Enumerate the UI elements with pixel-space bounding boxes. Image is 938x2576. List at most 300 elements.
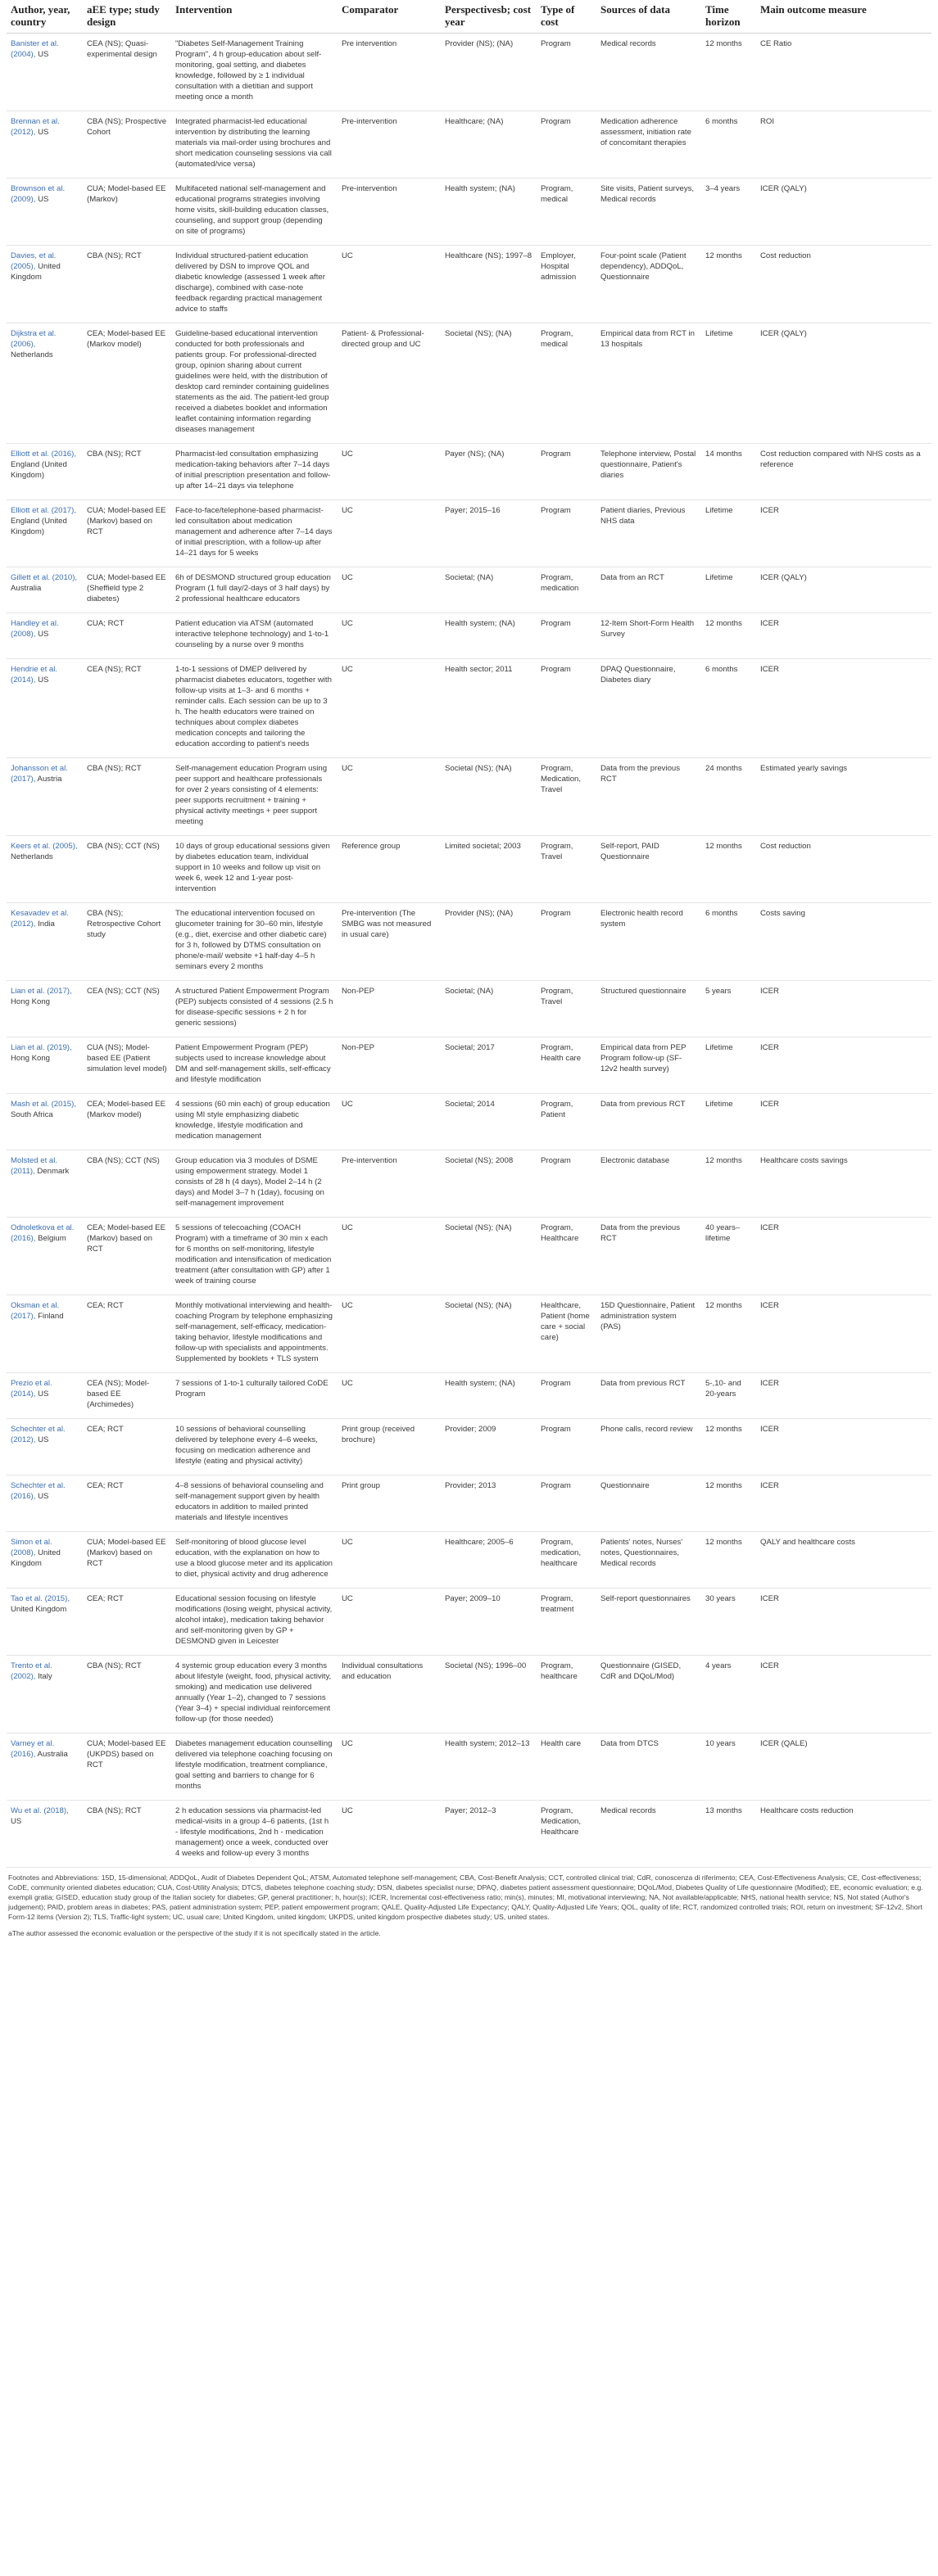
cell-ee-type: CEA (NS); RCT	[83, 659, 171, 758]
study-author-link[interactable]: Wu et al. (2018),	[11, 1806, 69, 1815]
cell-ee-type: CBA (NS); RCT	[83, 1656, 171, 1733]
cell-perspective: Health sector; 2011	[441, 659, 537, 758]
cell-intervention: Face-to-face/telephone-based pharmacist-led consultation about medication management and adherence after 7–14 days of initial prescription, with a follow-up after 14–21 days for 5 weeks	[171, 500, 338, 567]
cell-outcome: Cost reduction compared with NHS costs as a reference	[756, 444, 931, 500]
cell-horizon: 5-,10- and 20-years	[701, 1373, 756, 1419]
cell-perspective: Provider; 2013	[441, 1476, 537, 1532]
cell-horizon: 24 months	[701, 758, 756, 836]
header-ee-type: aEE type; study design	[83, 0, 171, 34]
study-author-link[interactable]: Johansson et al. (2017),	[11, 764, 68, 784]
cell-horizon: 12 months	[701, 1419, 756, 1476]
cell-type-cost: Program, Patient	[537, 1094, 596, 1150]
cell-outcome: ICER	[756, 1589, 931, 1656]
cell-intervention: 5 sessions of telecoaching (COACH Program) with a timeframe of 30 min x each for 6 months on self-monitoring, lifestyle modification and intensification of medication treatment (after consultation with GP) after 1 week of training course	[171, 1218, 338, 1295]
cell-type-cost: Program	[537, 111, 596, 179]
cell-ee-type: CEA (NS); Quasi-experimental design	[83, 34, 171, 111]
cell-type-cost: Program, treatment	[537, 1589, 596, 1656]
cell-sources: Data from an RCT	[596, 567, 701, 613]
cell-perspective: Societal; (NA)	[441, 567, 537, 613]
cell-perspective: Provider; 2009	[441, 1419, 537, 1476]
study-country: United Kingdom	[11, 1548, 61, 1568]
cell-type-cost: Program, Travel	[537, 981, 596, 1037]
cell-ee-type: CEA; Model-based EE (Markov model)	[83, 323, 171, 444]
cell-sources: Data from previous RCT	[596, 1373, 701, 1419]
cell-perspective: Provider (NS); (NA)	[441, 34, 537, 111]
cell-type-cost: Program, Health care	[537, 1037, 596, 1094]
study-author-cell[interactable]	[7, 1295, 83, 1373]
table-row	[7, 1373, 931, 1419]
cell-intervention: "Diabetes Self-Management Training Program", 4 h group-education about self-monitoring, goal setting, and diabetes knowledge, followed by ≥ 1 individual consultation with a dietitian and support meeting once a month	[171, 34, 338, 111]
cell-comparator: Print group (received brochure)	[338, 1419, 441, 1476]
cell-ee-type: CBA (NS); RCT	[83, 444, 171, 500]
header-intervention: Intervention	[171, 0, 338, 34]
table-row	[7, 34, 931, 111]
study-country: Hong Kong	[11, 997, 51, 1006]
study-author-link[interactable]: Elliott et al. (2017),	[11, 506, 76, 515]
cell-horizon: 30 years	[701, 1589, 756, 1656]
cell-intervention: Patient Empowerment Program (PEP) subjects used to increase knowledge about DM and self-management skills, self-efficacy and lifestyle modification	[171, 1037, 338, 1094]
header-outcome: Main outcome measure	[756, 0, 931, 34]
cell-sources: Medication adherence assessment, initiation rate of concomitant therapies	[596, 111, 701, 179]
cell-ee-type: CBA (NS); CCT (NS)	[83, 1150, 171, 1218]
cell-perspective: Societal (NS); 2008	[441, 1150, 537, 1218]
cell-outcome: ICER (QALY)	[756, 567, 931, 613]
cell-perspective: Payer; 2012–3	[441, 1801, 537, 1868]
table-row	[7, 1150, 931, 1218]
study-author-link[interactable]: Schechter et al. (2016),	[11, 1481, 66, 1501]
cell-intervention: 4 systemic group education every 3 months about lifestyle (weight, food, physical activity, smoking) and medication use delivered annually (Year 1–2), changed to 7 sessions (Year 3–4) + special individual reinforcement follow-up (for those needed)	[171, 1656, 338, 1733]
cell-outcome: Healthcare costs reduction	[756, 1801, 931, 1868]
cell-perspective: Payer; 2015–16	[441, 500, 537, 567]
study-author-cell[interactable]	[7, 1218, 83, 1295]
cell-comparator: Pre-intervention	[338, 179, 441, 246]
page	[7, 0, 931, 1951]
cell-horizon: 14 months	[701, 444, 756, 500]
cell-sources: Questionnaire	[596, 1476, 701, 1532]
cell-sources: Medical records	[596, 1801, 701, 1868]
study-country: Netherlands	[11, 350, 53, 359]
cell-horizon: 6 months	[701, 903, 756, 981]
table-row	[7, 1801, 931, 1868]
cell-horizon: 6 months	[701, 111, 756, 179]
cell-sources: Self-report questionnaires	[596, 1589, 701, 1656]
cell-sources: Self-report, PAID Questionnaire	[596, 836, 701, 903]
cell-perspective: Health system; 2012–13	[441, 1733, 537, 1801]
study-author-cell[interactable]	[7, 323, 83, 444]
cell-horizon: 3–4 years	[701, 179, 756, 246]
cell-outcome: CE Ratio	[756, 34, 931, 111]
header-comparator: Comparator	[338, 0, 441, 34]
study-country: India	[38, 920, 55, 929]
cell-comparator: Pre-intervention	[338, 1150, 441, 1218]
cell-intervention: 1-to-1 sessions of DMEP delivered by pharmacist diabetes educators, together with follow-up visits at 1–3- and 6 months + reminder calls. Each session can be up to 3 h. The health educators were trained on techniques about complex diabetes medication concepts and tailoring the education according to patient's needs	[171, 659, 338, 758]
study-author-cell[interactable]	[7, 613, 83, 659]
cell-comparator: UC	[338, 500, 441, 567]
cell-comparator: UC	[338, 1295, 441, 1373]
cell-horizon: Lifetime	[701, 323, 756, 444]
cell-comparator: Individual consultations and education	[338, 1656, 441, 1733]
cell-intervention: Pharmacist-led consultation emphasizing medication-taking behaviors after 7–14 days of initial prescription presentation and follow-up after 14–21 days via telephone	[171, 444, 338, 500]
study-author-link[interactable]: Prezio et al. (2014),	[11, 1379, 52, 1399]
study-author-cell[interactable]	[7, 500, 83, 567]
study-author-link[interactable]: Banister et al. (2004),	[11, 39, 59, 59]
cell-type-cost: Program, medical	[537, 323, 596, 444]
cell-outcome: ICER	[756, 1218, 931, 1295]
study-author-link[interactable]: Handley et al. (2008),	[11, 619, 59, 639]
study-author-link[interactable]: Davies, et al. (2005),	[11, 251, 57, 271]
study-country: US	[38, 1390, 49, 1399]
cell-comparator: UC	[338, 659, 441, 758]
cell-type-cost: Program, Medication, Travel	[537, 758, 596, 836]
table-row	[7, 981, 931, 1037]
cell-sources: Electronic database	[596, 1150, 701, 1218]
cell-intervention: Diabetes management education counselling delivered via telephone coaching focusing on lifestyle modification, treatment compliance, goal setting and barriers to change for 6 months	[171, 1733, 338, 1801]
cell-perspective: Healthcare; (NA)	[441, 111, 537, 179]
cell-horizon: 12 months	[701, 1295, 756, 1373]
cell-comparator: UC	[338, 1532, 441, 1589]
study-author-link[interactable]: Lian et al. (2019),	[11, 1043, 72, 1052]
cell-comparator: UC	[338, 758, 441, 836]
cell-outcome: ICER	[756, 1419, 931, 1476]
cell-perspective: Limited societal; 2003	[441, 836, 537, 903]
cell-perspective: Health system; (NA)	[441, 613, 537, 659]
table-row	[7, 758, 931, 836]
study-country: United Kingdom	[11, 262, 61, 282]
cell-intervention: Educational session focusing on lifestyle modifications (losing weight, physical activity, alcohol intake), medication taking behavior and self-monitoring given by GP + DESMOND given in Leicester	[171, 1589, 338, 1656]
cell-comparator: UC	[338, 613, 441, 659]
cell-type-cost: Program, medication, healthcare	[537, 1532, 596, 1589]
header-perspective: Perspectivesb; cost year	[441, 0, 537, 34]
cell-type-cost: Program, Medication, Healthcare	[537, 1801, 596, 1868]
cell-ee-type: CEA (NS); Model-based EE (Archimedes)	[83, 1373, 171, 1419]
cell-ee-type: CBA (NS); RCT	[83, 758, 171, 836]
cell-type-cost: Program, Travel	[537, 836, 596, 903]
table-row	[7, 444, 931, 500]
cell-horizon: Lifetime	[701, 1094, 756, 1150]
cell-type-cost: Program, Healthcare	[537, 1218, 596, 1295]
cell-sources: Patients' notes, Nurses' notes, Questionnaires, Medical records	[596, 1532, 701, 1589]
header-horizon: Time horizon	[701, 0, 756, 34]
table-row	[7, 567, 931, 613]
cell-intervention: Group education via 3 modules of DSME using empowerment strategy. Model 1 consists of 28 h (4 days), Model 2–14 h (2 days) and Model 3–7 h (1day), focusing on self-management improvement	[171, 1150, 338, 1218]
study-country: US	[38, 630, 49, 639]
study-author-cell[interactable]	[7, 1476, 83, 1532]
cell-sources: Data from the previous RCT	[596, 1218, 701, 1295]
cell-comparator: UC	[338, 1589, 441, 1656]
table-row	[7, 1419, 931, 1476]
cell-ee-type: CUA; RCT	[83, 613, 171, 659]
cell-type-cost: Program	[537, 903, 596, 981]
study-country: Australia	[11, 584, 42, 593]
cell-ee-type: CEA; RCT	[83, 1419, 171, 1476]
cell-outcome: Costs saving	[756, 903, 931, 981]
study-country: US	[38, 1435, 49, 1444]
cell-perspective: Societal (NS); (NA)	[441, 1218, 537, 1295]
cell-outcome: ICER	[756, 1656, 931, 1733]
table-row	[7, 1733, 931, 1801]
header-type-cost: Type of cost	[537, 0, 596, 34]
cell-sources: Empirical data from PEP Program follow-up (SF-12v2 health survey)	[596, 1037, 701, 1094]
cell-type-cost: Program, medical	[537, 179, 596, 246]
cell-horizon: 12 months	[701, 1476, 756, 1532]
cell-ee-type: CBA (NS); CCT (NS)	[83, 836, 171, 903]
cell-ee-type: CUA; Model-based EE (UKPDS) based on RCT	[83, 1733, 171, 1801]
table-row	[7, 836, 931, 903]
study-country: Netherlands	[11, 852, 53, 861]
study-author-link[interactable]: Elliott et al. (2016),	[11, 450, 76, 459]
cell-horizon: Lifetime	[701, 567, 756, 613]
study-author-cell[interactable]	[7, 111, 83, 179]
cell-perspective: Payer (NS); (NA)	[441, 444, 537, 500]
cell-comparator: Non-PEP	[338, 981, 441, 1037]
cell-sources: Four-point scale (Patient dependency), ADDQoL, Questionnaire	[596, 246, 701, 323]
cell-intervention: Patient education via ATSM (automated interactive telephone technology) and 1-to-1 counseling by a nurse over 9 months	[171, 613, 338, 659]
cell-intervention: 4–8 sessions of behavioral counseling and self-management support given by health educators in addition to mailed printed materials and lifestyle incentives	[171, 1476, 338, 1532]
study-author-link[interactable]: Oksman et al. (2017),	[11, 1301, 60, 1321]
cell-perspective: Health system; (NA)	[441, 1373, 537, 1419]
cell-sources: Data from previous RCT	[596, 1094, 701, 1150]
study-author-link[interactable]: Lian et al. (2017),	[11, 987, 72, 996]
cell-horizon: 12 months	[701, 1532, 756, 1589]
footnotes: Footnotes and Abbreviations: 15D, 15-dimensional; ADDQoL, Audit of Diabetes Dependent QoL; ATSM, Automated telephone self-management; CBA, Cost-Benefit Analysis; CCT, controlled clinical trial; CdR, conoscenza di riferimento; CEA, Cost-Effectiveness Analysis; CE, Cost-effectiveness; CoDE, community oriented diabetes education; CUA, Cost-Utility Analysis; DTCS, diabetes telephone coaching study; DSN, diabetes specialist nurse; DPAQ, diabetes patient assessment questionnaire; DQoL/Mod, Diabetes Quality of Life questionnaire (Modified); EE, economic evaluation; e.g. exempli gratia; GISED, education study group of the Italian society for diabetes; GP, general practitioner; h, hour(s); ICER, Incremental cost-effectiveness ratio; min(s), minutes; MI, motivational interviewing; NA, Not available/applicable; NHS, national health service; NS, Not stated (Author's judgement); PAID, problem areas in diabetes; PAS, patient administration system; PEP, patient empowerment program; QALE, Quality-Adjusted Life Expectancy; QALY, Quality-Adjusted Life Years; QOL, quality of life; RCT, randomized controlled trials; ROI, return on investment; SF-12v2, Short Form-12 items (Version 2); TLS, Traffic-light system; UC, usual care; United Kingdom, united kingdom; UKPDS, united kingdom prospective diabetes study; US, united states.	[8, 1873, 923, 1921]
study-country: US	[38, 50, 49, 59]
study-author-cell[interactable]	[7, 246, 83, 323]
study-author-link[interactable]: Simon et al. (2008),	[11, 1538, 52, 1557]
table-row	[7, 1476, 931, 1532]
cell-horizon: 13 months	[701, 1801, 756, 1868]
cell-type-cost: Program	[537, 659, 596, 758]
cell-comparator: UC	[338, 444, 441, 500]
cell-intervention: 4 sessions (60 min each) of group education using MI style emphasizing diabetic knowledge, lifestyle modification and medication management	[171, 1094, 338, 1150]
cell-intervention: 6h of DESMOND structured group education Program (1 full day/2-days of 3 half days) by 2 professional healthcare educators	[171, 567, 338, 613]
cell-sources: DPAQ Questionnaire, Diabetes diary	[596, 659, 701, 758]
cell-outcome: ICER	[756, 1295, 931, 1373]
study-author-cell[interactable]	[7, 836, 83, 903]
cell-horizon: 12 months	[701, 836, 756, 903]
header-author: Author, year, country	[7, 0, 83, 34]
study-author-link[interactable]: Mash et al. (2015),	[11, 1100, 76, 1109]
header-sources: Sources of data	[596, 0, 701, 34]
cell-type-cost: Program	[537, 444, 596, 500]
study-country: United Kingdom	[11, 1605, 67, 1614]
cell-horizon: 40 years–lifetime	[701, 1218, 756, 1295]
cell-ee-type: CEA; Model-based EE (Markov) based on RCT	[83, 1218, 171, 1295]
cell-outcome: ICER	[756, 1094, 931, 1150]
cell-ee-type: CEA; RCT	[83, 1295, 171, 1373]
cell-outcome: ICER (QALY)	[756, 179, 931, 246]
cell-type-cost: Employer, Hospital admission	[537, 246, 596, 323]
cell-horizon: 5 years	[701, 981, 756, 1037]
table-row	[7, 1295, 931, 1373]
study-author-cell[interactable]	[7, 981, 83, 1037]
study-author-cell[interactable]	[7, 1373, 83, 1419]
study-author-cell[interactable]	[7, 444, 83, 500]
cell-ee-type: CUA; Model-based EE (Markov) based on RCT	[83, 500, 171, 567]
cell-comparator: Non-PEP	[338, 1037, 441, 1094]
cell-horizon: 6 months	[701, 659, 756, 758]
study-country: England (United Kingdom)	[11, 460, 67, 480]
cell-ee-type: CEA; Model-based EE (Markov model)	[83, 1094, 171, 1150]
footnote-a: aThe author assessed the economic evaluation or the perspective of the study if it is not specifically stated in the article.	[8, 1929, 381, 1937]
study-author-cell[interactable]	[7, 1532, 83, 1589]
cell-intervention: 7 sessions of 1-to-1 culturally tailored CoDE Program	[171, 1373, 338, 1419]
cell-intervention: Integrated pharmacist-led educational intervention by distributing the learning materials via mail-order using brochures and short medication counseling sessions via call (automated/vice versa)	[171, 111, 338, 179]
study-author-link[interactable]: Kesavadev et al. (2012),	[11, 909, 69, 929]
cell-sources: Site visits, Patient surveys, Medical records	[596, 179, 701, 246]
cell-intervention: Guideline-based educational intervention conducted for both professionals and patients group. For professional-directed group, opinion sharing about current guidelines were held, with the distribution of desktop card reminder containing guidelines statements as the aid. The patient-led group received a diabetes booklet and information leaflet containing information regarding diseases management	[171, 323, 338, 444]
study-author-cell[interactable]	[7, 1733, 83, 1801]
study-author-cell[interactable]	[7, 1801, 83, 1868]
cell-sources: Empirical data from RCT in 13 hospitals	[596, 323, 701, 444]
cell-comparator: Pre-intervention	[338, 111, 441, 179]
study-country: US	[38, 1492, 49, 1501]
cell-perspective: Societal; 2017	[441, 1037, 537, 1094]
cell-outcome: ICER (QALE)	[756, 1733, 931, 1801]
study-country: Belgium	[38, 1234, 66, 1243]
cell-type-cost: Program	[537, 500, 596, 567]
study-author-link[interactable]: Brownson et al. (2009),	[11, 184, 66, 204]
study-author-link[interactable]: Varney et al. (2016),	[11, 1739, 55, 1759]
cell-comparator: UC	[338, 1218, 441, 1295]
cell-type-cost: Program	[537, 613, 596, 659]
table-body	[7, 34, 931, 1868]
study-author-link[interactable]: Hendrie et al. (2014),	[11, 665, 58, 685]
study-author-cell[interactable]	[7, 659, 83, 758]
cell-intervention: Individual structured-patient education delivered by DSN to improve QOL and diabetic knowledge (assessed 1 week after discharge), combined with case-note feedback regarding practical management advice to staffs	[171, 246, 338, 323]
study-author-link[interactable]: Schechter et al. (2012),	[11, 1425, 66, 1444]
cell-perspective: Health system; (NA)	[441, 179, 537, 246]
cell-type-cost: Program	[537, 1419, 596, 1476]
cell-type-cost: Program	[537, 1476, 596, 1532]
cell-comparator: Reference group	[338, 836, 441, 903]
study-author-cell[interactable]	[7, 903, 83, 981]
cell-type-cost: Program	[537, 1373, 596, 1419]
study-author-link[interactable]: Gillett et al. (2010),	[11, 573, 78, 582]
cell-ee-type: CBA (NS); Prospective Cohort	[83, 111, 171, 179]
cell-comparator: UC	[338, 1733, 441, 1801]
table-row	[7, 500, 931, 567]
cell-outcome: ROI	[756, 111, 931, 179]
study-author-link[interactable]: Molsted et al. (2011),	[11, 1156, 58, 1176]
study-author-cell[interactable]	[7, 34, 83, 111]
study-author-cell[interactable]	[7, 1094, 83, 1150]
cell-perspective: Societal (NS); (NA)	[441, 323, 537, 444]
cell-outcome: ICER	[756, 500, 931, 567]
study-country: Denmark	[37, 1167, 70, 1176]
cell-comparator: UC	[338, 1094, 441, 1150]
cell-perspective: Payer; 2009–10	[441, 1589, 537, 1656]
cell-comparator: Pre intervention	[338, 34, 441, 111]
study-author-cell[interactable]	[7, 1419, 83, 1476]
cell-horizon: Lifetime	[701, 1037, 756, 1094]
table-row	[7, 1532, 931, 1589]
cell-perspective: Societal (NS); (NA)	[441, 758, 537, 836]
study-author-cell[interactable]	[7, 758, 83, 836]
cell-type-cost: Program, medication	[537, 567, 596, 613]
economic-evaluation-table	[7, 0, 931, 1868]
cell-outcome: ICER (QALY)	[756, 323, 931, 444]
study-author-link[interactable]: Brennan et al. (2012),	[11, 117, 60, 137]
table-row	[7, 179, 931, 246]
study-country: South Africa	[11, 1110, 53, 1119]
cell-type-cost: Healthcare, Patient (home care + social care)	[537, 1295, 596, 1373]
study-author-link[interactable]: Keers et al. (2005),	[11, 842, 78, 851]
cell-outcome: ICER	[756, 1373, 931, 1419]
table-row	[7, 1037, 931, 1094]
cell-sources: Data from DTCS	[596, 1733, 701, 1801]
cell-horizon: 12 months	[701, 246, 756, 323]
table-header-row	[7, 0, 931, 34]
cell-ee-type: CUA; Model-based EE (Sheffield type 2 diabetes)	[83, 567, 171, 613]
cell-sources: Data from the previous RCT	[596, 758, 701, 836]
cell-sources: Medical records	[596, 34, 701, 111]
cell-ee-type: CEA (NS); CCT (NS)	[83, 981, 171, 1037]
study-country: US	[38, 676, 49, 685]
study-author-link[interactable]: Dijkstra et al. (2006),	[11, 329, 57, 349]
cell-intervention: The educational intervention focused on glucometer training for 30–60 min, lifestyle (e.g., diet, exercise and other diabetic care) for 3 h, followed by DTMS consultation on phone/e-mail/ website +1 half-day 4–5 h seminars every 2 months	[171, 903, 338, 981]
cell-sources: 12-Item Short-Form Health Survey	[596, 613, 701, 659]
cell-perspective: Provider (NS); (NA)	[441, 903, 537, 981]
cell-perspective: Societal (NS); (NA)	[441, 1295, 537, 1373]
cell-horizon: 12 months	[701, 1150, 756, 1218]
cell-horizon: 4 years	[701, 1656, 756, 1733]
study-author-cell[interactable]	[7, 1037, 83, 1094]
study-country: Hong Kong	[11, 1054, 51, 1063]
table-row	[7, 1218, 931, 1295]
cell-outcome: ICER	[756, 659, 931, 758]
table-row	[7, 246, 931, 323]
study-author-cell[interactable]	[7, 179, 83, 246]
study-author-link[interactable]: Tao et al. (2015),	[11, 1594, 70, 1603]
study-author-link[interactable]: Odnoletkova et al. (2016),	[11, 1223, 75, 1243]
cell-outcome: Healthcare costs savings	[756, 1150, 931, 1218]
cell-type-cost: Health care	[537, 1733, 596, 1801]
study-author-cell[interactable]	[7, 1589, 83, 1656]
cell-sources: Structured questionnaire	[596, 981, 701, 1037]
cell-outcome: ICER	[756, 981, 931, 1037]
study-author-cell[interactable]	[7, 567, 83, 613]
cell-sources: Questionnaire (GISED, CdR and DQoL/Mod)	[596, 1656, 701, 1733]
cell-sources: Patient diaries, Previous NHS data	[596, 500, 701, 567]
table-row	[7, 323, 931, 444]
study-country: Australia	[37, 1750, 68, 1759]
cell-perspective: Healthcare (NS); 1997–8	[441, 246, 537, 323]
study-author-cell[interactable]	[7, 1150, 83, 1218]
cell-outcome: Cost reduction	[756, 836, 931, 903]
cell-ee-type: CUA; Model-based EE (Markov) based on RCT	[83, 1532, 171, 1589]
study-author-cell[interactable]	[7, 1656, 83, 1733]
cell-ee-type: CEA; RCT	[83, 1476, 171, 1532]
study-country: Austria	[37, 775, 62, 784]
cell-type-cost: Program	[537, 1150, 596, 1218]
study-country: England (United Kingdom)	[11, 517, 67, 536]
cell-perspective: Healthcare; 2005–6	[441, 1532, 537, 1589]
study-country: US	[38, 195, 49, 204]
cell-outcome: ICER	[756, 613, 931, 659]
study-author-link[interactable]: Trento et al. (2002),	[11, 1661, 52, 1681]
cell-horizon: 12 months	[701, 34, 756, 111]
cell-intervention: 10 days of group educational sessions given by diabetes education team, individual support in 10 weeks and follow up visit on week 6, week 12 and 1-year post-intervention	[171, 836, 338, 903]
cell-comparator: UC	[338, 1801, 441, 1868]
cell-comparator: Print group	[338, 1476, 441, 1532]
table-row	[7, 1656, 931, 1733]
cell-perspective: Societal (NS); 1996–00	[441, 1656, 537, 1733]
cell-type-cost: Program	[537, 34, 596, 111]
table-row	[7, 613, 931, 659]
cell-comparator: UC	[338, 1373, 441, 1419]
cell-intervention: 2 h education sessions via pharmacist-led medical-visits in a group 4–6 patients, (1st h - lifestyle modifications, 2nd h - medication management) once a week, conducted over 4 weeks and follow-up every 3 months	[171, 1801, 338, 1868]
study-country: Italy	[38, 1672, 52, 1681]
